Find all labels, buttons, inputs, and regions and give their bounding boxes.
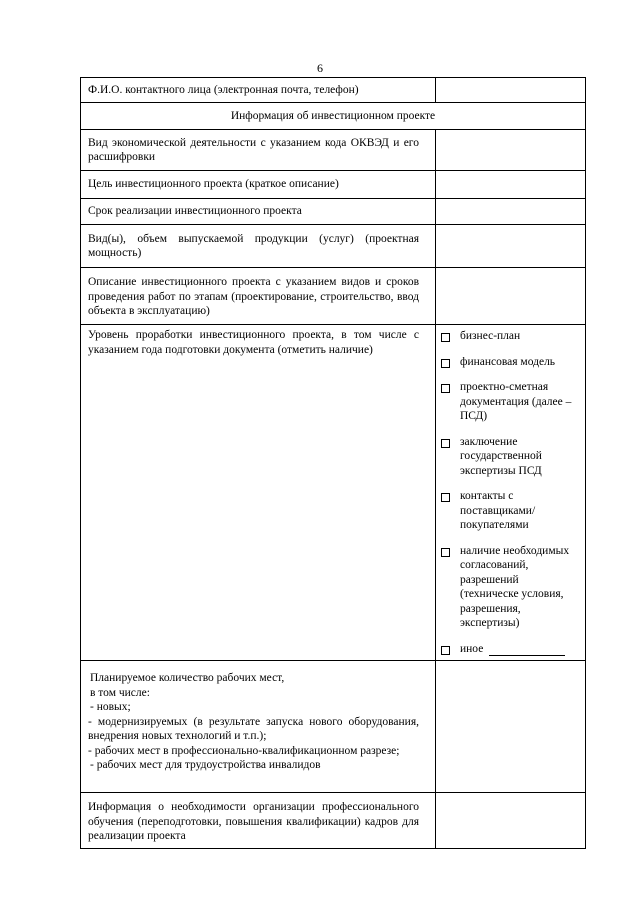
readiness-label: Уровень проработки инвестиционного проекта, в том числе с указанием года подготовки документа (отметить наличие) [81, 325, 436, 661]
checkbox[interactable] [441, 384, 450, 393]
checkbox[interactable] [441, 333, 450, 342]
checkbox[interactable] [441, 493, 450, 502]
checkbox[interactable] [441, 439, 450, 448]
jobs-line: - новых; [90, 701, 131, 713]
training-label: Информация о необходимости организации профессионального обучения (переподготовки, повышения квалификации) кадров для реализации проекта [81, 793, 436, 849]
section-title: Информация об инвестиционном проекте [81, 103, 586, 130]
jobs-line: - рабочих мест для трудоустройства инвалидов [90, 759, 321, 771]
checklist-item[interactable] [441, 642, 577, 657]
term-field[interactable] [436, 199, 586, 225]
investment-project-form [80, 77, 586, 849]
goal-field[interactable] [436, 171, 586, 199]
activity-field[interactable] [436, 130, 586, 171]
jobs-line: Планируемое количество рабочих мест, [90, 672, 285, 684]
jobs-field[interactable] [436, 661, 586, 793]
contact-person-field[interactable] [436, 78, 586, 103]
contact-person-label: Ф.И.О. контактного лица (электронная почта, телефон) [81, 78, 436, 103]
other-blank-line[interactable] [489, 644, 565, 656]
checklist-item[interactable]: заключение государственной экспертизы ПСД [441, 435, 577, 479]
description-label: Описание инвестиционного проекта с указанием видов и сроков проведения работ по этапам (проектирование, строительство, ввод объекта в эксплуатацию) [81, 268, 436, 325]
jobs-line: в том числе: [90, 686, 150, 699]
volume-label: Вид(ы), объем выпускаемой продукции (услуг) (проектная мощность) [81, 225, 436, 268]
term-label: Срок реализации инвестиционного проекта [81, 199, 436, 225]
goal-label: Цель инвестиционного проекта (краткое описание) [81, 171, 436, 199]
readiness-checklist [436, 325, 586, 661]
checklist-item[interactable]: бизнес-план [441, 329, 577, 344]
jobs-line: - модернизируемых (в результате запуска нового оборудования, внедрения новых технологий и т.п.); [88, 715, 419, 742]
checklist-item[interactable]: контакты с поставщиками/покупателями [441, 489, 577, 533]
checkbox[interactable] [441, 646, 450, 655]
checklist-item[interactable]: наличие необходимых согласований, разрешений (техническе условия, разрешения, экспертизы) [441, 544, 577, 631]
checklist-item[interactable]: проектно-сметная документация (далее – ПСД) [441, 380, 577, 424]
description-field[interactable] [436, 268, 586, 325]
volume-field[interactable] [436, 225, 586, 268]
checklist-item[interactable]: финансовая модель [441, 355, 577, 370]
other-label: иное [460, 642, 484, 655]
training-field[interactable] [436, 793, 586, 849]
activity-label: Вид экономической деятельности с указанием кода ОКВЭД и его расшифровки [81, 130, 436, 171]
page-number: 6 [317, 61, 323, 75]
jobs-line: - рабочих мест в профессионально-квалификационном разрезе; [88, 744, 400, 757]
jobs-label [81, 661, 436, 793]
checkbox[interactable] [441, 548, 450, 557]
checkbox[interactable] [441, 359, 450, 368]
